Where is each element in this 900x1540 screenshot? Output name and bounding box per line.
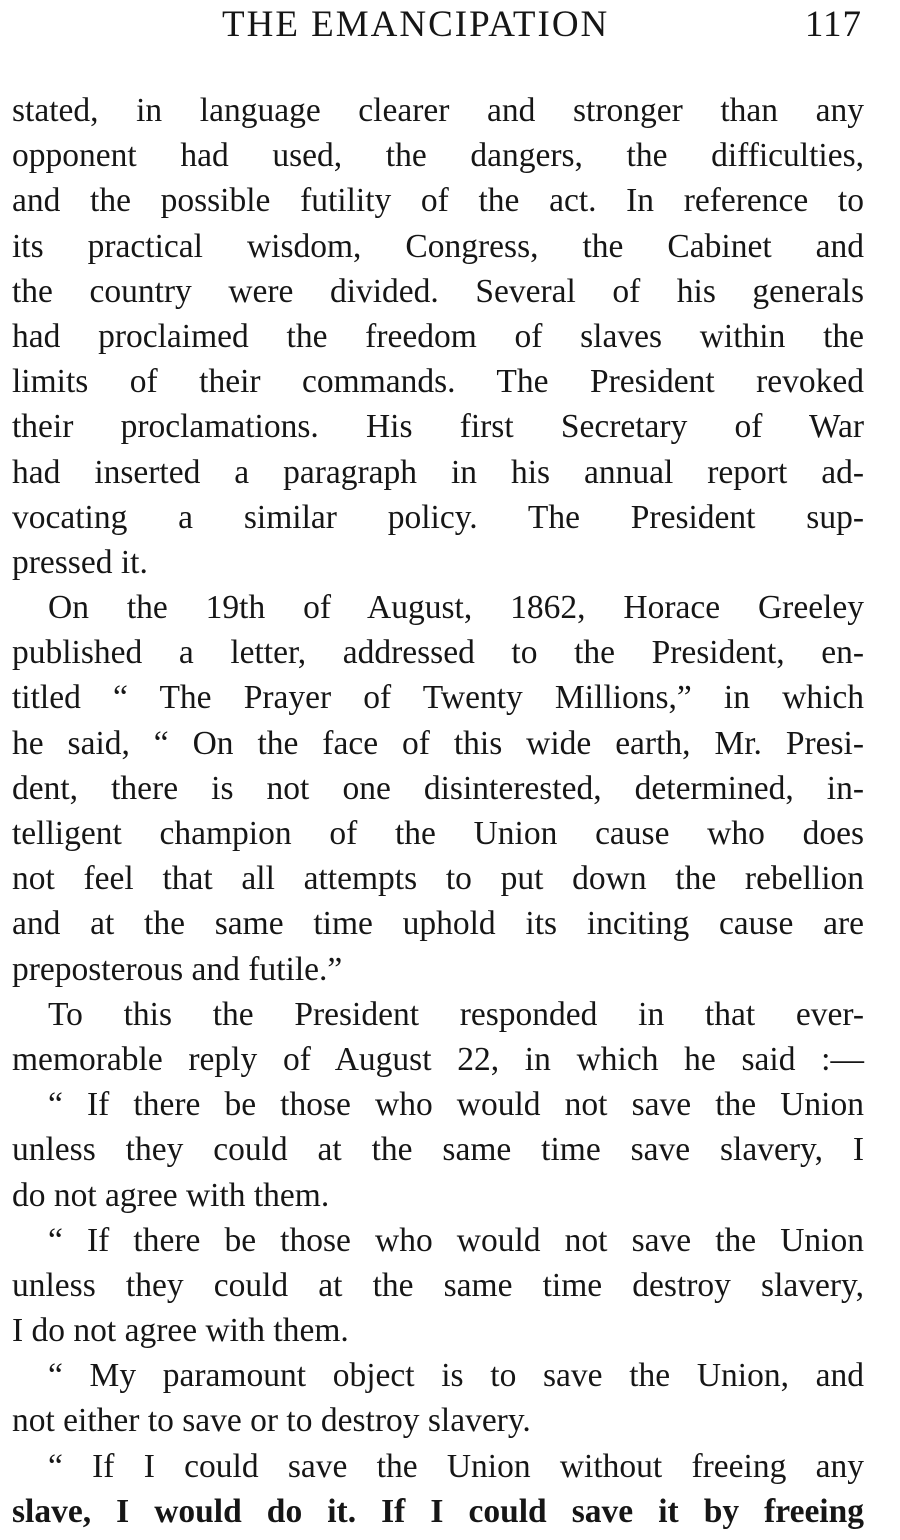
text-line: not feel that all attempts to put down the rebellion bbox=[12, 860, 864, 898]
quote-first-line: “ My paramount object is to save the Union, and bbox=[48, 1357, 864, 1395]
text-line: not either to save or to destroy slavery. bbox=[12, 1402, 531, 1440]
text-line: had proclaimed the freedom of slaves within the bbox=[12, 317, 864, 355]
text-line: preposterous and futile.” bbox=[12, 950, 343, 988]
text-line: and the possible futility of the act. In reference to bbox=[12, 182, 864, 220]
text-line: titled “ The Prayer of Twenty Millions,” in which bbox=[12, 679, 864, 717]
text-line: its practical wisdom, Congress, the Cabinet and bbox=[12, 227, 864, 265]
text-line: telligent champion of the Union cause who does bbox=[12, 815, 864, 852]
text-line: do not agree with them. bbox=[12, 1176, 330, 1214]
text-line: he said, “ On the face of this wide earth, Mr. Presi- bbox=[12, 724, 864, 762]
text-line: vocating a similar policy. The President sup- bbox=[12, 498, 864, 536]
text-line: slave, I would do it. If I could save it by freeing bbox=[12, 1492, 864, 1530]
text-line: and at the same time uphold its inciting cause are bbox=[12, 905, 864, 943]
text-line: published a letter, addressed to the President, en- bbox=[12, 634, 864, 672]
text-line: the country were divided. Several of his generals bbox=[12, 272, 864, 310]
text-line: I do not agree with them. bbox=[12, 1312, 349, 1350]
paragraph-first-line: On the 19th of August, 1862, Horace Greeley bbox=[48, 589, 864, 627]
running-head bbox=[222, 2, 862, 48]
text-line: unless they could at the same time save slavery, I bbox=[12, 1131, 864, 1169]
text-line: unless they could at the same time destroy slavery, bbox=[12, 1266, 864, 1304]
paragraph-first-line: To this the President responded in that ever- bbox=[48, 995, 864, 1033]
page-number: 117 bbox=[804, 4, 862, 45]
chapter-title: THE EMANCIPATION bbox=[222, 4, 610, 45]
quote-first-line: “ If there be those who would not save the Union bbox=[48, 1221, 864, 1259]
text-line: stated, in language clearer and stronger than any bbox=[12, 92, 864, 129]
text-line: opponent had used, the dangers, the difficulties, bbox=[12, 137, 864, 175]
text-line: their proclamations. His first Secretary of War bbox=[12, 408, 864, 446]
text-line: pressed it. bbox=[12, 543, 148, 581]
text-line: memorable reply of August 22, in which he said :— bbox=[12, 1040, 864, 1078]
text-line: had inserted a paragraph in his annual report ad- bbox=[12, 453, 864, 491]
quote-first-line: “ If I could save the Union without freeing any bbox=[48, 1447, 864, 1485]
quote-first-line: “ If there be those who would not save the Union bbox=[48, 1086, 864, 1124]
body-text bbox=[12, 88, 864, 1534]
text-line: limits of their commands. The President revoked bbox=[12, 363, 864, 401]
text-line: dent, there is not one disinterested, determined, in- bbox=[12, 769, 864, 807]
